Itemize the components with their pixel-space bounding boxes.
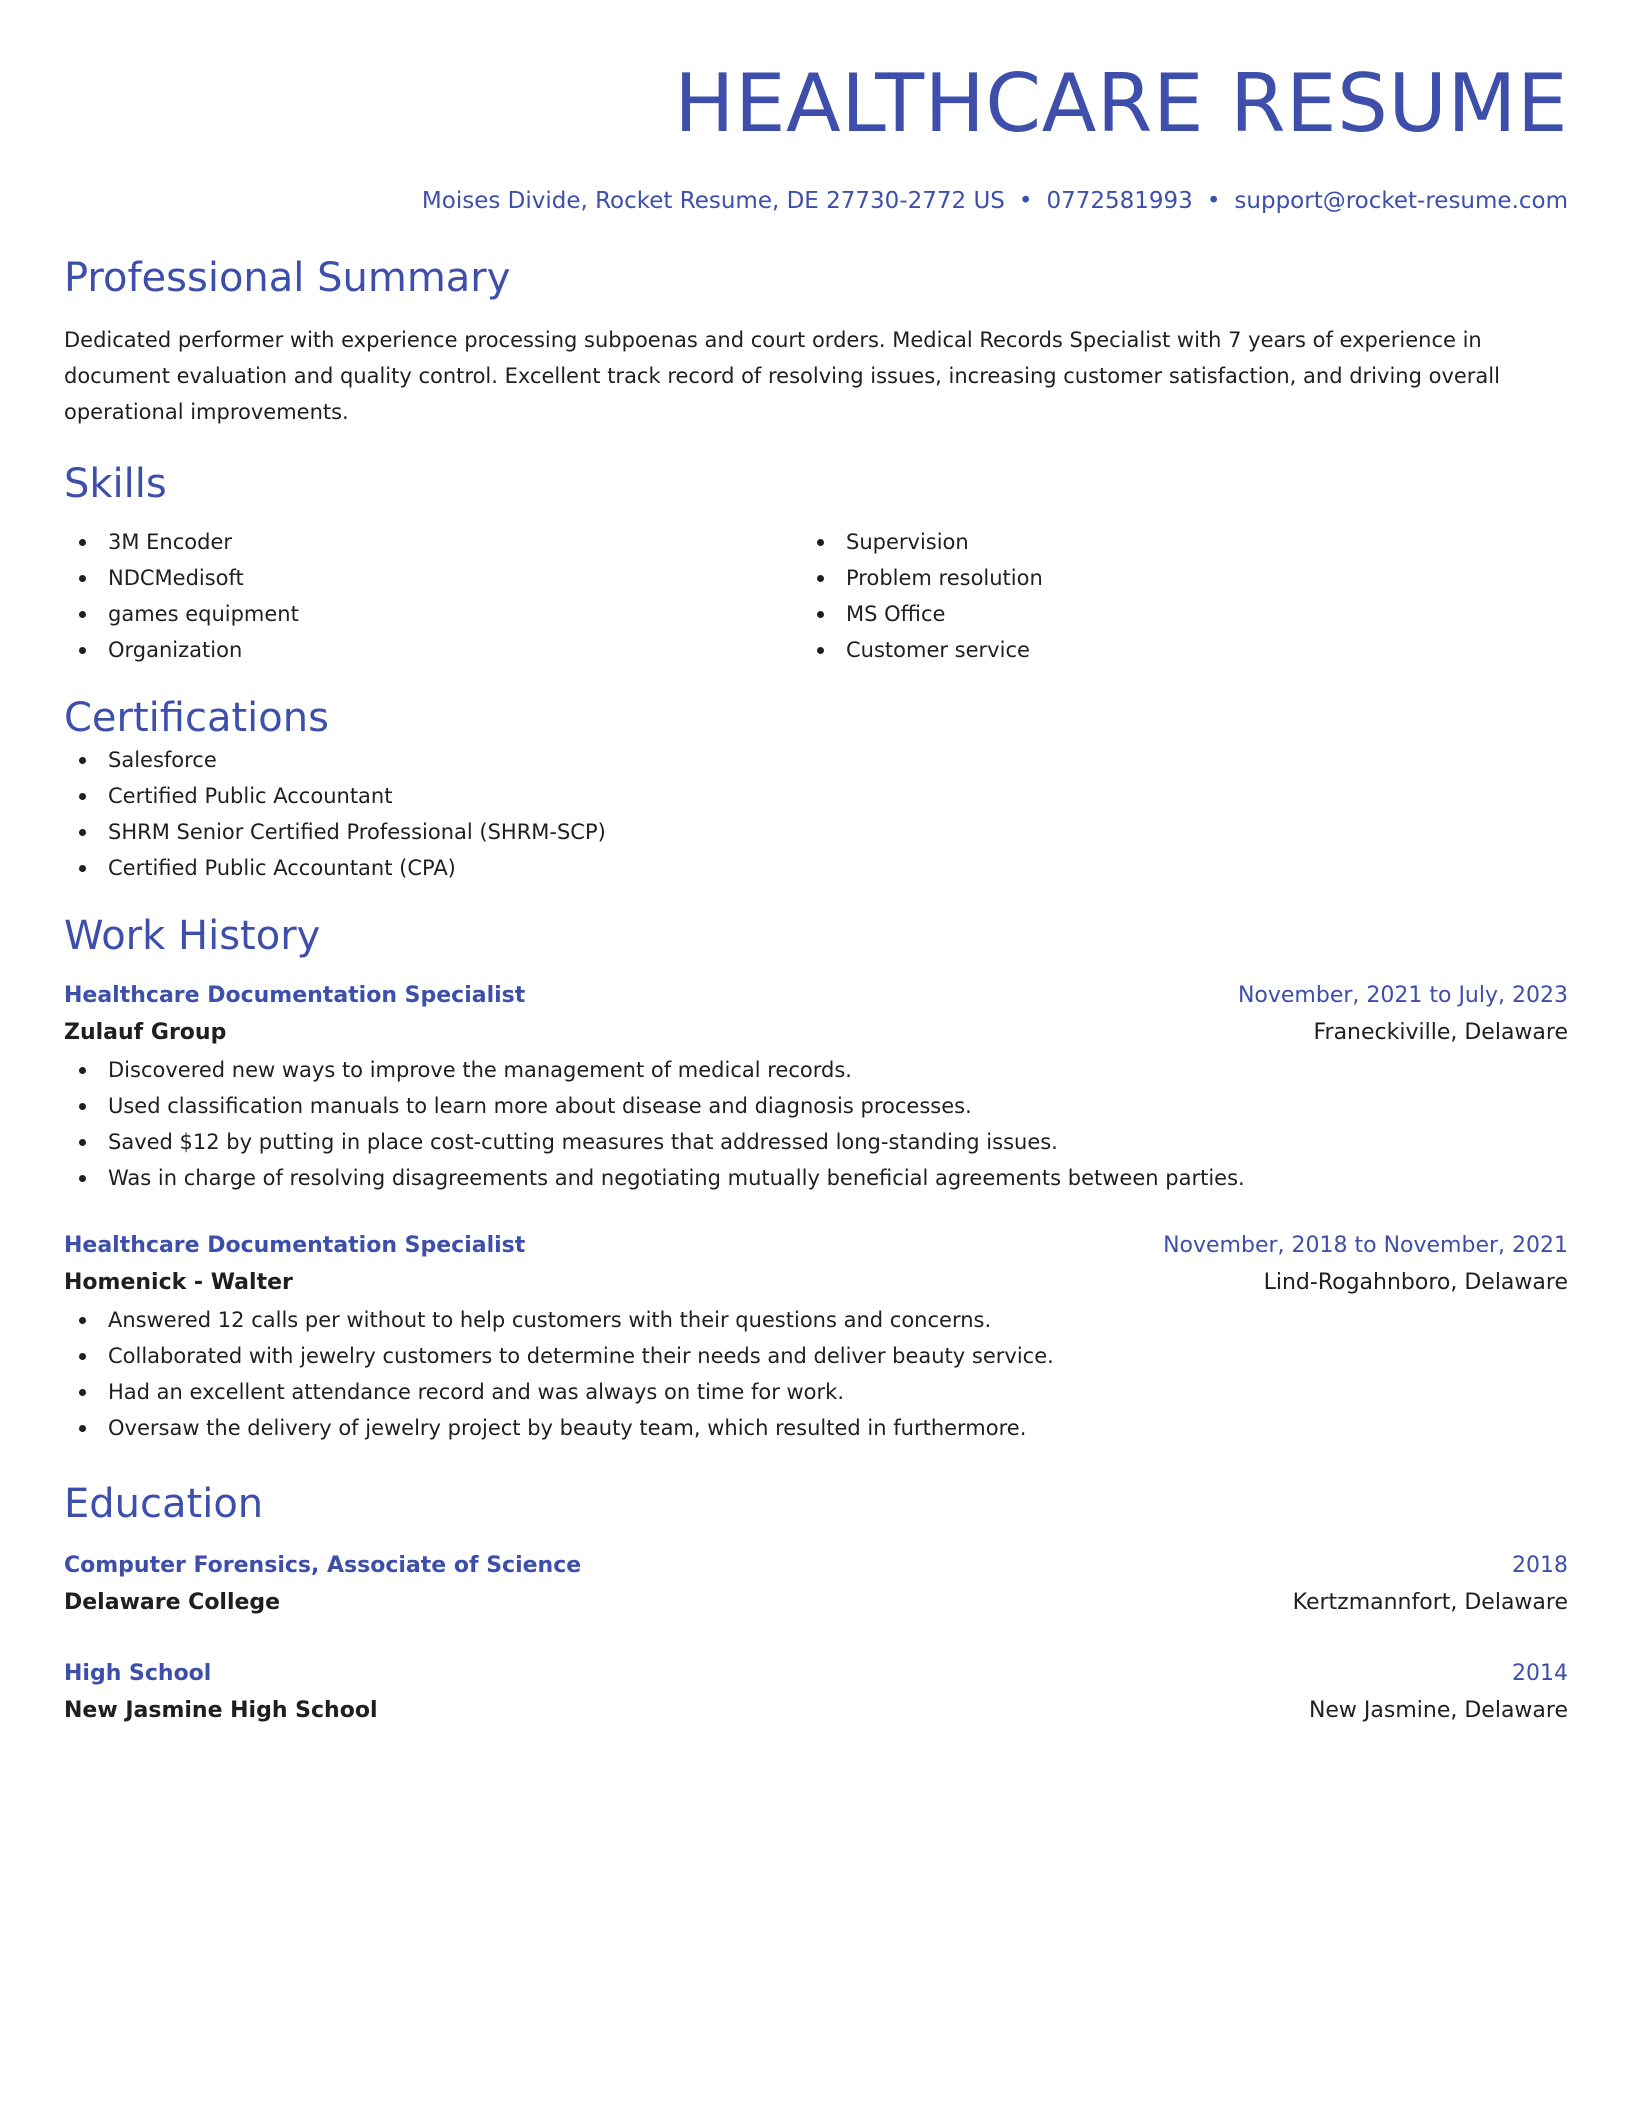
bullet-icon <box>79 1317 86 1324</box>
skill-item <box>802 524 1540 560</box>
certifications-list <box>64 742 1568 886</box>
job-bullet-text: Was in charge of resolving disagreements and negotiating mutually beneficial agreements between parties. <box>108 1166 1245 1190</box>
bullet-icon <box>817 575 824 582</box>
job-bullet-text: Had an excellent attendance record and was always on time for work. <box>108 1380 845 1404</box>
bullet-icon <box>79 575 86 582</box>
job-bullet-text: Oversaw the delivery of jewelry project by beauty team, which resulted in furthermore. <box>108 1416 1027 1440</box>
job-bullet-text: Answered 12 calls per without to help customers with their questions and concerns. <box>108 1308 992 1332</box>
education-heading: Education <box>64 1481 264 1527</box>
bullet-icon <box>79 611 86 618</box>
bullet-icon <box>79 1139 86 1146</box>
job-title: Healthcare Documentation Specialist <box>64 983 526 1008</box>
skills-list-left <box>64 524 802 668</box>
job-entry <box>64 978 1568 1196</box>
job-bullet <box>64 1124 1568 1160</box>
school-location: New Jasmine, Delaware <box>1308 1698 1568 1723</box>
skill-label: MS Office <box>846 602 946 626</box>
certification-item <box>64 742 1568 778</box>
degree-school-row <box>64 1692 1568 1730</box>
job-title: Healthcare Documentation Specialist <box>64 1233 526 1258</box>
skill-label: Problem resolution <box>846 566 1043 590</box>
job-bullet <box>64 1052 1568 1088</box>
job-bullet <box>64 1088 1568 1124</box>
bullet-icon <box>79 757 86 764</box>
bullet-icon <box>79 793 86 800</box>
job-company: Homenick - Walter <box>64 1270 293 1295</box>
job-bullet <box>64 1160 1568 1196</box>
resume-name: HEALTHCARE RESUME <box>674 57 1568 150</box>
job-bullet-text: Used classification manuals to learn more about disease and diagnosis processes. <box>108 1094 972 1118</box>
certification-label: Certified Public Accountant (CPA) <box>108 856 456 880</box>
job-company: Zulauf Group <box>64 1020 227 1045</box>
school-location: Kertzmannfort, Delaware <box>1292 1590 1568 1615</box>
job-bullet <box>64 1374 1568 1410</box>
job-header-row <box>64 978 1568 1014</box>
job-entry <box>64 1228 1568 1446</box>
bullet-icon <box>817 611 824 618</box>
bullet-icon <box>79 1103 86 1110</box>
degree-year: 2018 <box>1512 1553 1568 1578</box>
work-history-heading: Work History <box>64 913 321 959</box>
skill-item <box>64 596 802 632</box>
contact-email: support@rocket-resume.com <box>1234 188 1568 214</box>
skills-column-left <box>64 524 802 668</box>
education-entry <box>64 1656 1568 1730</box>
skill-label: Organization <box>108 638 243 662</box>
skill-item <box>802 596 1540 632</box>
bullet-icon <box>79 865 86 872</box>
degree-title: Computer Forensics, Associate of Science <box>64 1553 582 1578</box>
job-bullet-text: Collaborated with jewelry customers to determine their needs and deliver beauty service. <box>108 1344 1054 1368</box>
job-bullet <box>64 1338 1568 1374</box>
job-dates: November, 2021 to July, 2023 <box>1237 983 1568 1008</box>
skill-label: Customer service <box>846 638 1030 662</box>
summary-text: Dedicated performer with experience processing subpoenas and court orders. Medical Records Specialist with 7 years of experience in document evaluation and quality control. Excellent track record of resolving issues, increasing customer satisfaction, and driving overall operational improvements. <box>64 328 1500 424</box>
skill-item <box>64 524 802 560</box>
bullet-icon <box>79 1389 86 1396</box>
certification-label: SHRM Senior Certified Professional (SHRM-SCP) <box>108 820 606 844</box>
job-header-row <box>64 1228 1568 1264</box>
degree-header-row <box>64 1548 1568 1584</box>
job-bullet-text: Discovered new ways to improve the management of medical records. <box>108 1058 852 1082</box>
skill-label: games equipment <box>108 602 299 626</box>
bullet-icon <box>79 539 86 546</box>
degree-title: High School <box>64 1661 212 1686</box>
contact-phone: 0772581993 <box>1046 188 1193 214</box>
skill-label: 3M Encoder <box>108 530 233 554</box>
job-location: Lind-Rogahnboro, Delaware <box>1263 1270 1568 1295</box>
skills-column-right <box>802 524 1540 668</box>
bullet-icon <box>817 647 824 654</box>
degree-year: 2014 <box>1512 1661 1568 1686</box>
certification-label: Certified Public Accountant <box>108 784 393 808</box>
certification-item <box>64 778 1568 814</box>
skills-list-right <box>802 524 1540 668</box>
job-bullet-text: Saved $12 by putting in place cost-cutting measures that addressed long-standing issues. <box>108 1130 1058 1154</box>
job-bullet <box>64 1302 1568 1338</box>
bullet-icon <box>79 647 86 654</box>
certification-item <box>64 850 1568 886</box>
skill-item <box>802 560 1540 596</box>
job-bullets <box>64 1052 1568 1196</box>
skill-item <box>64 560 802 596</box>
school-name: Delaware College <box>64 1590 281 1615</box>
skill-item <box>802 632 1540 668</box>
bullet-icon <box>817 539 824 546</box>
resume-header <box>64 56 1568 216</box>
skill-label: NDCMedisoft <box>108 566 244 590</box>
skills-heading: Skills <box>64 461 167 507</box>
job-bullet <box>64 1410 1568 1446</box>
contact-separator: • <box>1018 188 1033 214</box>
job-dates: November, 2018 to November, 2021 <box>1163 1233 1568 1258</box>
skills-grid <box>64 524 1568 668</box>
contact-separator: • <box>1206 188 1221 214</box>
job-company-row <box>64 1264 1568 1302</box>
skill-item <box>64 632 802 668</box>
job-company-row <box>64 1014 1568 1052</box>
skill-label: Supervision <box>846 530 969 554</box>
contact-address: Moises Divide, Rocket Resume, DE 27730-2772 US <box>421 188 1005 214</box>
bullet-icon <box>79 1353 86 1360</box>
contact-line <box>64 186 1568 216</box>
degree-school-row <box>64 1584 1568 1622</box>
bullet-icon <box>79 1175 86 1182</box>
summary-heading: Professional Summary <box>64 255 511 301</box>
certifications-heading: Certifications <box>64 695 329 741</box>
job-bullets <box>64 1302 1568 1446</box>
school-name: New Jasmine High School <box>64 1698 378 1723</box>
certification-item <box>64 814 1568 850</box>
bullet-icon <box>79 829 86 836</box>
job-location: Franeckiville, Delaware <box>1313 1020 1568 1045</box>
bullet-icon <box>79 1425 86 1432</box>
certification-label: Salesforce <box>108 748 217 772</box>
degree-header-row <box>64 1656 1568 1692</box>
education-entry <box>64 1548 1568 1622</box>
bullet-icon <box>79 1067 86 1074</box>
